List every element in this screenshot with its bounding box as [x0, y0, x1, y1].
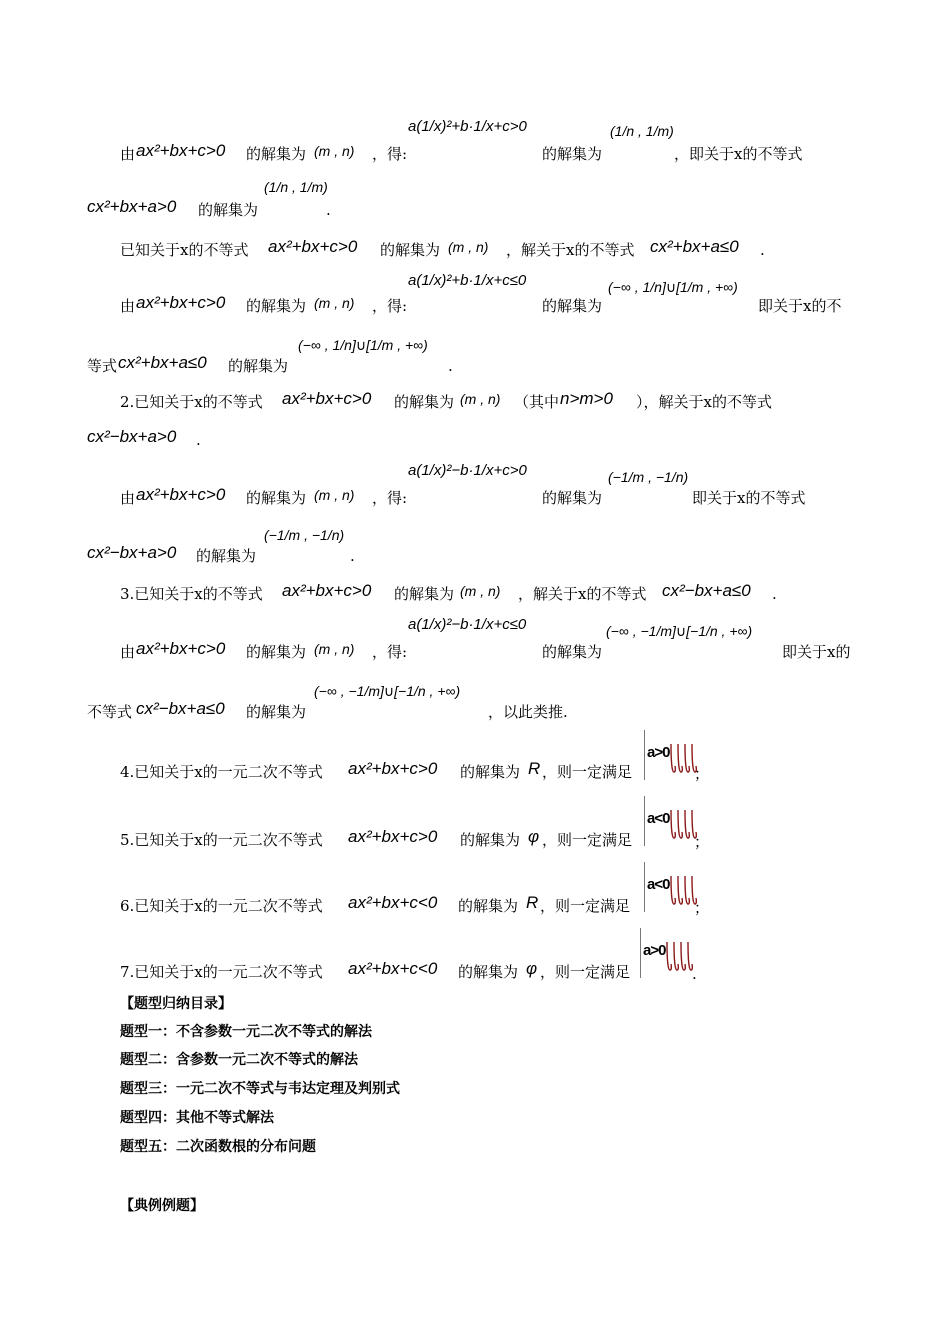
- inequality: cx²−bx+a>0: [87, 543, 177, 562]
- transformed-inequality: a(1/x)²−b·1/x+c≤0: [408, 616, 527, 633]
- text-you: 由: [120, 145, 136, 163]
- text: .: [448, 357, 453, 375]
- condition-text: a<0: [647, 876, 670, 893]
- transformed-inequality: a(1/x)²+b·1/x+c>0: [408, 118, 527, 135]
- inequality: ax²+bx+c>0: [282, 389, 372, 408]
- text: ，解关于x的不等式: [506, 241, 635, 259]
- text: （其中: [514, 393, 560, 411]
- derivation-line-11: [0, 616, 950, 666]
- inequality: ax²+bx+c>0: [136, 485, 226, 504]
- problem-5-line: [0, 796, 950, 852]
- examples-heading: 【典例例题】: [120, 1198, 204, 1214]
- inequality: ax²+bx+c>0: [348, 827, 438, 846]
- derivation-line-3: [0, 230, 950, 270]
- text: ，得:: [372, 643, 408, 661]
- catalog-entry: 题型五：二次函数根的分布问题: [120, 1139, 316, 1155]
- text: 即关于x的不等式: [692, 489, 806, 507]
- inequality: ax²+bx+c>0: [282, 581, 372, 600]
- text: .: [196, 431, 201, 449]
- text: .: [772, 585, 777, 603]
- derivation-line-1: [0, 118, 950, 168]
- text: 的解集为: [458, 963, 519, 981]
- inequality: ax²+bx+c>0: [136, 639, 226, 658]
- text: 5.已知关于x的一元二次不等式: [120, 831, 323, 849]
- problem-7-line: [0, 928, 950, 984]
- text: 由: [120, 643, 136, 661]
- condition-image: [644, 862, 697, 912]
- text: .: [760, 241, 765, 259]
- text: 的解集为: [542, 297, 603, 315]
- interval: (1/n , 1/m): [610, 123, 674, 139]
- text: ；: [694, 765, 710, 783]
- interval: (m , n): [314, 143, 355, 159]
- text: 3.已知关于x的不等式: [120, 585, 263, 603]
- text: 的解集为: [228, 357, 289, 375]
- inequality: cx²−bx+a>0: [87, 427, 177, 446]
- solution-set: R: [528, 759, 541, 778]
- text: ，得:: [372, 145, 408, 163]
- text: 等式: [87, 357, 118, 375]
- inequality: cx²−bx+a≤0: [662, 581, 751, 600]
- inequality: cx²−bx+a≤0: [136, 699, 225, 718]
- text: .: [692, 965, 697, 983]
- inequality: ax²+bx+c<0: [348, 893, 438, 912]
- text: ），解关于x的不等式: [636, 393, 772, 411]
- interval: (m , n): [448, 239, 489, 255]
- catalog-entry: 题型一：不含参数一元二次不等式的解法: [120, 1024, 372, 1040]
- problem-2-line: [0, 382, 950, 422]
- condition-text: a<0: [647, 810, 670, 827]
- delta-condition-icon: [667, 798, 697, 844]
- problem-3-line: [0, 574, 950, 614]
- solution-set: φ: [526, 959, 538, 978]
- text: 2.已知关于x的不等式: [120, 393, 263, 411]
- text: 的解集为: [246, 643, 307, 661]
- text: .: [326, 201, 331, 219]
- text: 的解集为: [246, 703, 307, 721]
- inequality: ax²+bx+c<0: [348, 959, 438, 978]
- interval: (−∞ , −1/m]∪[−1/n , +∞): [314, 683, 461, 699]
- text: 的解集为: [542, 145, 603, 163]
- text: ，则一定满足: [542, 763, 633, 781]
- delta-condition-icon: [663, 930, 693, 976]
- text: 的解集为: [246, 145, 307, 163]
- interval: (m , n): [314, 487, 355, 503]
- condition-image: [640, 928, 693, 978]
- catalog-heading: 【题型归纳目录】: [120, 996, 232, 1012]
- text: 6.已知关于x的一元二次不等式: [120, 897, 323, 915]
- inequality: ax²+bx+c>0: [136, 141, 226, 160]
- text: 即关于x的不: [758, 297, 842, 315]
- solution-set: R: [526, 893, 539, 912]
- condition-text: a>0: [643, 942, 666, 959]
- condition: n>m>0: [560, 389, 613, 408]
- inequality: ax²+bx+c>0: [136, 293, 226, 312]
- transformed-inequality: a(1/x)²+b·1/x+c≤0: [408, 272, 527, 289]
- text: 的解集为: [458, 897, 519, 915]
- text: 不等式: [87, 703, 133, 721]
- text: ，解关于x的不等式: [518, 585, 647, 603]
- text: ，则一定满足: [542, 831, 633, 849]
- text: 的解集为: [394, 585, 455, 603]
- condition-text: a>0: [647, 744, 670, 761]
- derivation-line-2: [0, 174, 950, 220]
- interval: (m , n): [314, 295, 355, 311]
- text: ；: [694, 833, 710, 851]
- text: 已知关于x的不等式: [120, 241, 249, 259]
- condition-image: [644, 730, 697, 780]
- inequality: cx²+bx+a>0: [87, 197, 177, 216]
- solution-set: φ: [528, 827, 540, 846]
- text: ，以此类推.: [488, 703, 568, 721]
- text: .: [350, 547, 355, 565]
- text: 的解集为: [246, 297, 307, 315]
- text: 的解集为: [542, 643, 603, 661]
- derivation-line-8: [0, 462, 950, 512]
- text: 由: [120, 297, 136, 315]
- derivation-line-12: [0, 676, 950, 722]
- catalog-entry: 题型四：其他不等式解法: [120, 1110, 274, 1126]
- text: 的解集为: [198, 201, 259, 219]
- transformed-inequality: a(1/x)²−b·1/x+c>0: [408, 462, 527, 479]
- interval: (m , n): [460, 391, 501, 407]
- text: 的解集为: [460, 763, 521, 781]
- text: ，得:: [372, 489, 408, 507]
- interval: (m , n): [314, 641, 355, 657]
- text: ，则一定满足: [540, 897, 631, 915]
- interval: (−∞ , −1/m]∪[−1/n , +∞): [606, 623, 753, 639]
- text: 的解集为: [394, 393, 455, 411]
- interval: (−∞ , 1/n]∪[1/m , +∞): [608, 279, 738, 295]
- text: ，即关于x的不等式: [674, 145, 803, 163]
- problem-4-line: [0, 730, 950, 786]
- catalog-entry: 题型三：一元二次不等式与韦达定理及判别式: [120, 1081, 400, 1097]
- text: ，得:: [372, 297, 408, 315]
- derivation-line-9: [0, 520, 950, 566]
- inequality: cx²+bx+a≤0: [118, 353, 207, 372]
- inequality: ax²+bx+c>0: [268, 237, 358, 256]
- text: 4.已知关于x的一元二次不等式: [120, 763, 323, 781]
- text: 的解集为: [460, 831, 521, 849]
- text: 由: [120, 489, 136, 507]
- delta-condition-icon: [667, 732, 697, 778]
- delta-condition-icon: [667, 864, 697, 910]
- text: 即关于x的: [782, 643, 851, 661]
- text: 的解集为: [246, 489, 307, 507]
- derivation-line-5: [0, 330, 950, 376]
- problem-6-line: [0, 862, 950, 918]
- problem-2-target: [0, 420, 950, 460]
- text: ；: [694, 899, 710, 917]
- text: ，则一定满足: [540, 963, 631, 981]
- interval: (−1/m , −1/n): [608, 469, 689, 485]
- condition-image: [644, 796, 697, 846]
- text: 的解集为: [380, 241, 441, 259]
- text: 7.已知关于x的一元二次不等式: [120, 963, 323, 981]
- text: 的解集为: [196, 547, 257, 565]
- interval: (−∞ , 1/n]∪[1/m , +∞): [298, 337, 428, 353]
- interval: (m , n): [460, 583, 501, 599]
- inequality: ax²+bx+c>0: [348, 759, 438, 778]
- catalog-entry: 题型二：含参数一元二次不等式的解法: [120, 1052, 358, 1068]
- interval: (1/n , 1/m): [264, 179, 328, 195]
- interval: (−1/m , −1/n): [264, 527, 345, 543]
- text: 的解集为: [542, 489, 603, 507]
- derivation-line-4: [0, 272, 950, 322]
- inequality: cx²+bx+a≤0: [650, 237, 739, 256]
